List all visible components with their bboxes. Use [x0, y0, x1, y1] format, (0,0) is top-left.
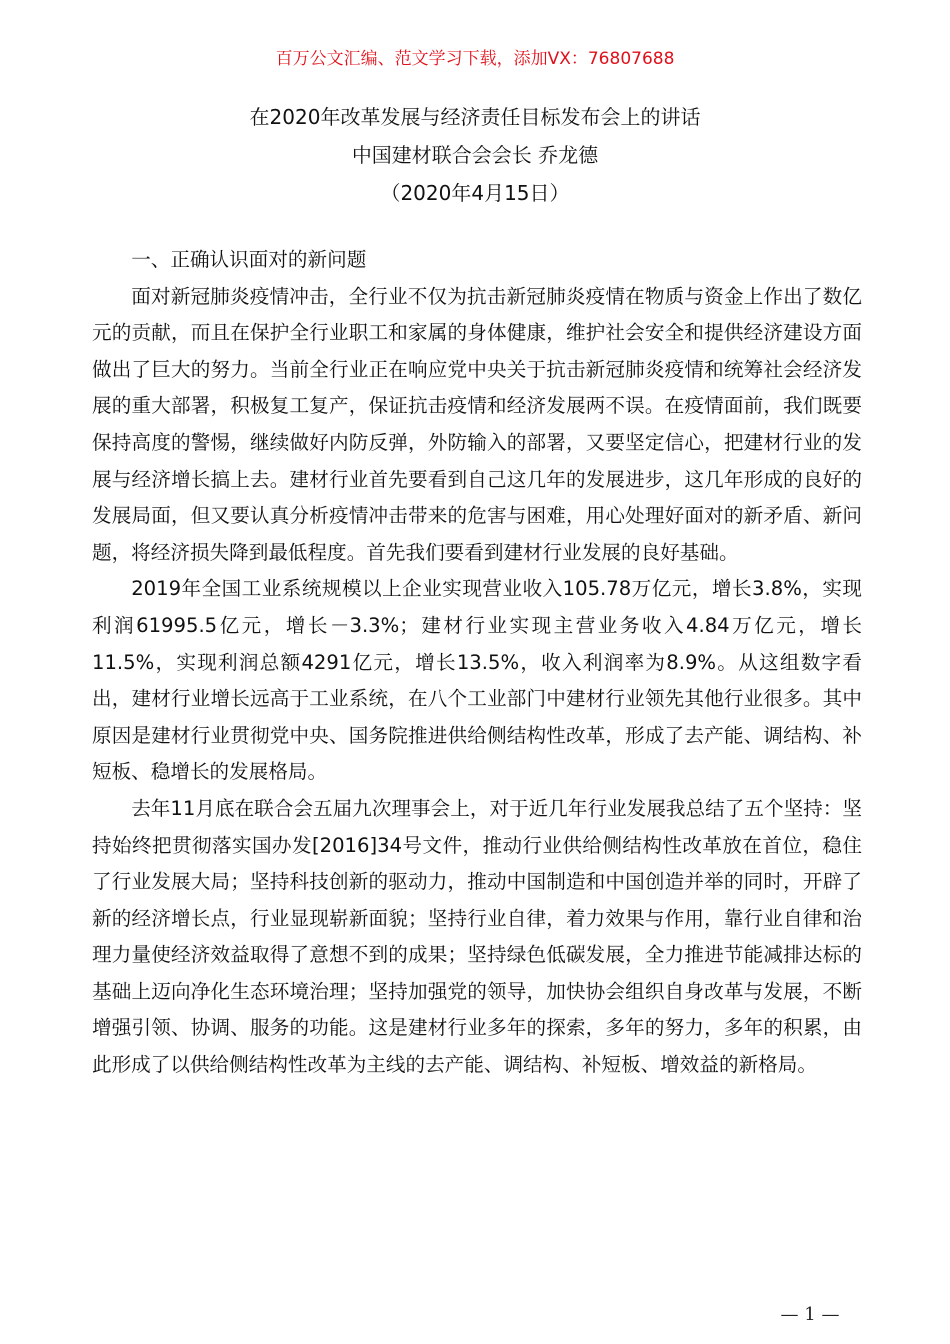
section-heading: 一、正确认识面对的新问题 — [131, 248, 367, 271]
paragraph: 去年11月底在联合会五届九次理事会上，对于近几年行业发展我总结了五个坚持：坚持始终把贯彻落实国办发[2016]34号文件，推动行业供给侧结构性改革放在首位，稳住了行业发展大局；坚持科技创新的驱动力，推动中国制造和中国创造并举的同时，开辟了新的经济增长点，行业显现崭新面貌；坚持行业自律，着力效果与作用，靠行业自律和治理力量使经济效益取得了意想不到的成果；坚持绿色低碳发展，全力推进节能减排达标的基础上迈向净化生态环境治理；坚持加强党的领导，加快协会组织自身改革与发展，不断增强引领、协调、服务的功能。这是建材行业多年的探索，多年的努力，多年的积累，由此形成了以供给侧结构性改革为主线的去产能、调结构、补短板、增效益的新格局。 — [92, 796, 862, 1077]
page-number: — 1 — — [780, 1304, 840, 1325]
title-block — [0, 98, 950, 212]
speech-title: 在2020年改革发展与经济责任目标发布会上的讲话 — [249, 105, 701, 129]
paragraph: 2019年全国工业系统规模以上企业实现营业收入105.78万亿元，增长3.8%，实现利润61995.5亿元，增长－3.3%；建材行业实现主营业务收入4.84万亿元，增长11.5%，实现利润总额4291亿元，增长13.5%，收入利润率为8.9%。从这组数字看出，建材行业增长远高于工业系统，在八个工业部门中建材行业领先其他行业很多。其中原因是建材行业贯彻党中央、国务院推进供给侧结构性改革，形成了去产能、调结构、补短板、稳增长的发展格局。 — [92, 577, 862, 784]
speech-date: （2020年4月15日） — [380, 181, 570, 205]
speaker-line: 中国建材联合会会长 乔龙德 — [351, 143, 599, 167]
header-banner: 百万公文汇编、范文学习下载，添加VX：76807688 — [275, 49, 675, 69]
paragraph: 面对新冠肺炎疫情冲击，全行业不仅为抗击新冠肺炎疫情在物质与资金上作出了数亿元的贡献，而且在保护全行业职工和家属的身体健康，维护社会安全和提供经济建设方面做出了巨大的努力。当前全行业正在响应党中央关于抗击新冠肺炎疫情和统筹社会经济发展的重大部署，积极复工复产，保证抗击疫情和经济发展两不误。在疫情面前，我们既要保持高度的警惕，继续做好内防反弹，外防输入的部署，又要坚定信心，把建材行业的发展与经济增长搞上去。建材行业首先要看到自己这几年的发展进步，这几年形成的良好的发展局面，但又要认真分析疫情冲击带来的危害与困难，用心处理好面对的新矛盾、新问题，将经济损失降到最低程度。首先我们要看到建材行业发展的良好基础。 — [92, 284, 862, 564]
document-body — [92, 242, 862, 1084]
